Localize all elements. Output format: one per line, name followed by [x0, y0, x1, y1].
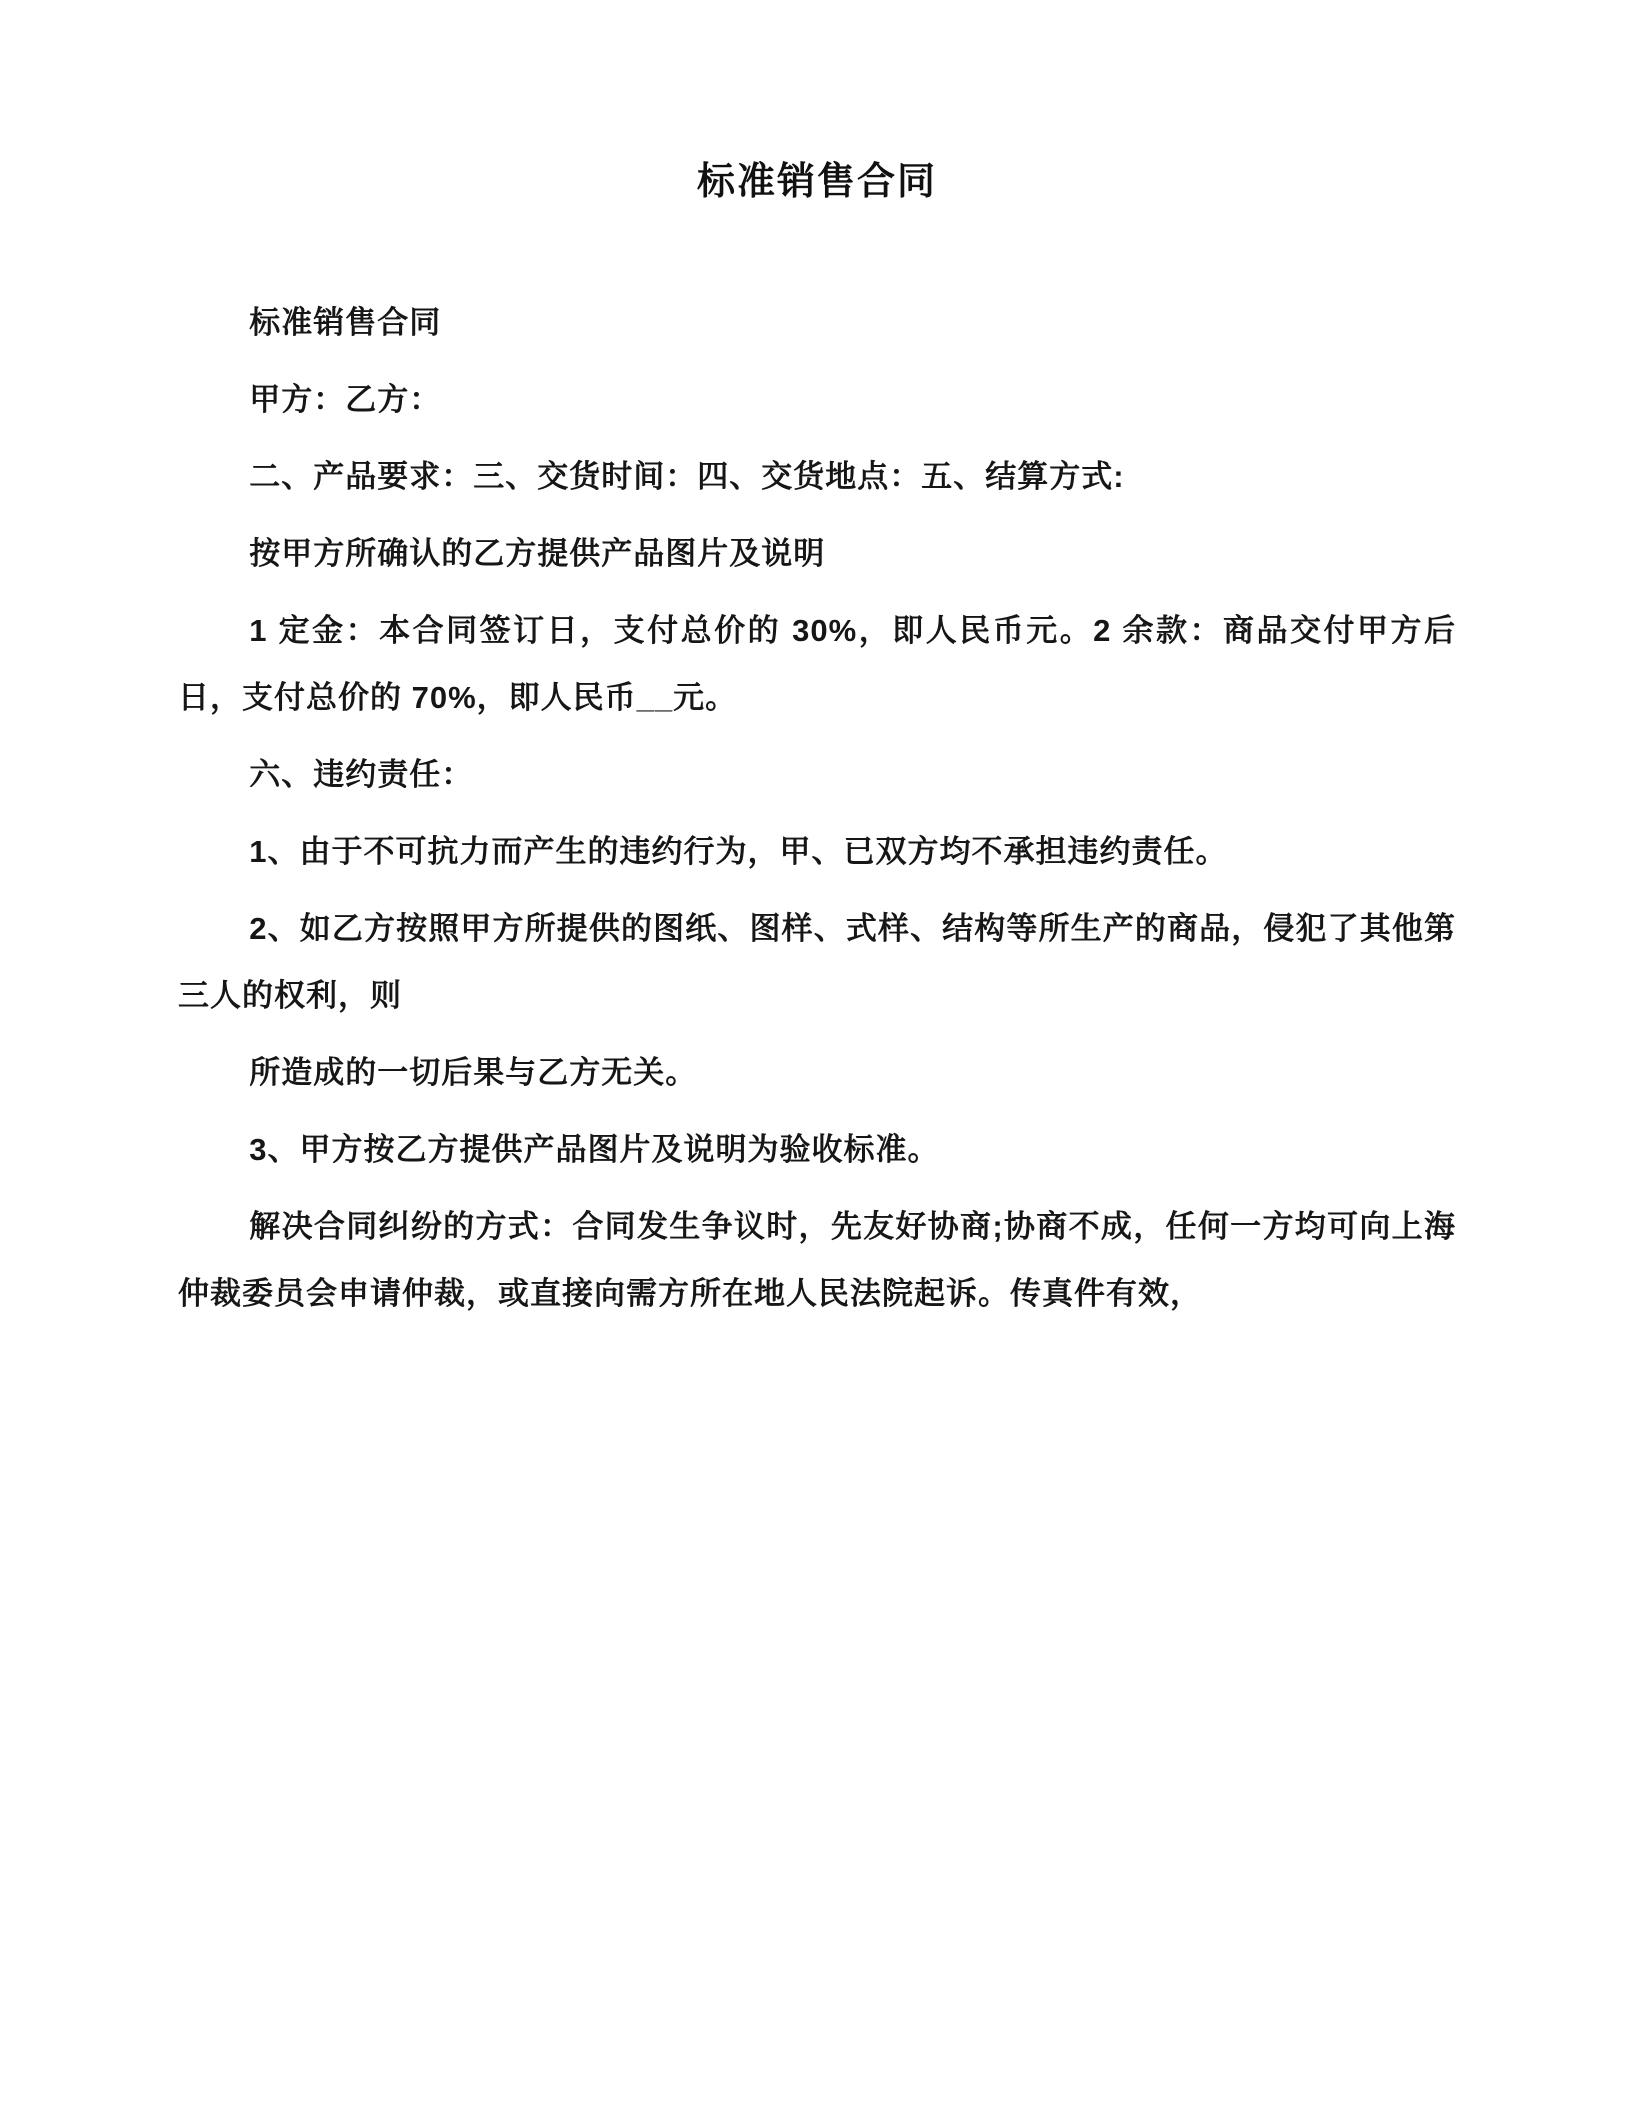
- paragraph-breach-item-2: 2、如乙方按照甲方所提供的图纸、图样、式样、结构等所生产的商品，侵犯了其他第三人的权利，则: [178, 911, 1456, 1013]
- paragraph-product-spec: 按甲方所确认的乙方提供产品图片及说明: [249, 536, 826, 571]
- paragraph-payment-terms: 1 定金：本合同签订日，支付总价的 30%，即人民币元。2 余款：商品交付甲方后日，支付总价的 70%，即人民币__元。: [178, 613, 1456, 715]
- paragraph-breach-header: 六、违约责任：: [249, 757, 474, 792]
- document-body: [178, 289, 1456, 1327]
- paragraph-parties: 甲方：乙方：: [249, 382, 442, 417]
- document-title: 标准销售合同: [696, 161, 937, 203]
- paragraph-dispute: 解决合同纠纷的方式：合同发生争议时，先友好协商;协商不成，任何一方均可向上海仲裁委员会申请仲裁，或直接向需方所在地人民法院起诉。传真件有效，: [178, 1209, 1456, 1311]
- paragraph-breach-item-1: 1、由于不可抗力而产生的违约行为，甲、已双方均不承担违约责任。: [249, 834, 1228, 869]
- paragraph-breach-item-3: 3、甲方按乙方提供产品图片及说明为验收标准。: [249, 1132, 940, 1167]
- paragraph-consequence: 所造成的一切后果与乙方无关。: [249, 1055, 698, 1090]
- paragraph-clause-list: 二、产品要求：三、交货时间：四、交货地点：五、结算方式:: [249, 459, 1125, 494]
- paragraph-subtitle: 标准销售合同: [249, 305, 442, 340]
